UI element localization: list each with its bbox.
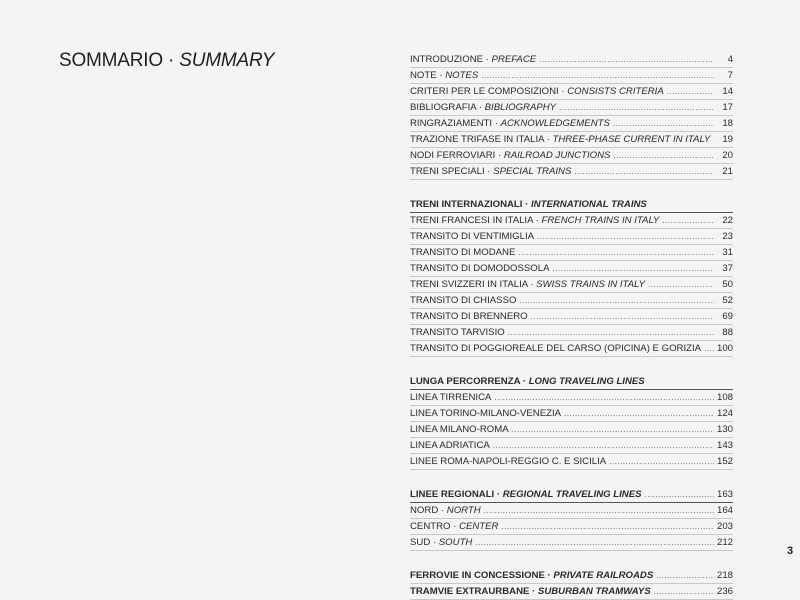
dot-leader	[704, 341, 714, 356]
page-number: 218	[716, 570, 733, 581]
toc-entry	[410, 341, 733, 357]
entry-title-it: TRENI SVIZZERI IN ITALIA ·	[410, 279, 537, 290]
entry-title-en: NORTH	[446, 505, 481, 516]
entry-title-en: PRIVATE RAILROADS	[553, 570, 654, 581]
toc-entry	[410, 229, 733, 245]
entry-title	[410, 309, 528, 324]
entry-title	[410, 229, 534, 244]
title-main: SOMMARIO ·	[59, 50, 180, 71]
dot-leader	[713, 132, 714, 147]
entry-title-it: TRAZIONE TRIFASE IN ITALIA ·	[410, 134, 553, 145]
section-title-it: LINEE REGIONALI ·	[410, 489, 503, 500]
toc-entry	[410, 277, 733, 293]
page-number: 20	[722, 150, 733, 161]
section-title-en: LONG TRAVELING LINES	[528, 376, 645, 387]
toc-entry	[410, 438, 733, 454]
dot-leader	[539, 52, 714, 67]
entry-title-it: TRAMVIE EXTRAURBANE ·	[410, 586, 538, 597]
toc-entry	[410, 325, 733, 341]
page-number: 236	[716, 586, 733, 597]
entry-title-en: NOTES	[445, 70, 479, 81]
dot-leader	[667, 84, 714, 99]
page-number: 23	[722, 231, 733, 242]
entry-title	[410, 148, 610, 163]
entry-title-en: SOUTH	[438, 537, 473, 548]
page-number: 18	[722, 118, 733, 129]
toc-entry	[410, 293, 733, 309]
toc-regional-section	[410, 503, 733, 551]
page-number: 164	[716, 505, 733, 516]
entry-title	[410, 245, 515, 260]
entry-title-it: FERROVIE IN CONCESSIONE ·	[410, 570, 554, 581]
toc-entry	[410, 390, 733, 406]
entry-title-it: CRITERI PER LE COMPOSIZIONI ·	[410, 86, 568, 97]
page-number: 108	[716, 392, 733, 403]
entry-title-it: TRENI SPECIALI ·	[410, 166, 494, 177]
toc-entry	[410, 535, 733, 551]
dot-leader	[481, 68, 714, 83]
dot-leader	[564, 406, 714, 421]
entry-title-it: TRANSITO DI VENTIMIGLIA	[410, 231, 535, 242]
entry-title-it: BIBLIOGRAFIA ·	[410, 102, 485, 113]
dot-leader	[494, 390, 714, 405]
dot-leader	[559, 100, 714, 115]
dot-leader	[648, 277, 714, 292]
page-number: 37	[722, 263, 733, 274]
entry-title-it: LINEA TORINO-MILANO-VENEZIA	[410, 408, 562, 419]
dot-leader	[484, 503, 714, 518]
toc-entry	[410, 422, 733, 438]
toc-entry	[410, 68, 733, 84]
title-italic: SUMMARY	[179, 50, 275, 71]
entry-title	[410, 438, 490, 453]
toc-entry	[410, 261, 733, 277]
dot-leader	[512, 422, 714, 437]
entry-title	[410, 519, 499, 534]
toc-entry	[410, 84, 733, 100]
entry-title-it: NOTE ·	[410, 70, 446, 81]
dot-leader	[613, 116, 714, 131]
entry-title	[410, 535, 472, 550]
dot-leader	[574, 164, 714, 179]
entry-title-en: SPECIAL TRAINS	[493, 166, 572, 177]
toc-entry	[410, 584, 733, 600]
page-number: 50	[722, 279, 733, 290]
dot-leader	[656, 568, 714, 583]
entry-title-it: RINGRAZIAMENTI ·	[410, 118, 501, 129]
entry-title	[410, 84, 664, 99]
page-number: 21	[722, 166, 733, 177]
table-of-contents	[410, 52, 733, 600]
entry-title-it: INTRODUZIONE ·	[410, 54, 492, 65]
dot-leader	[502, 519, 714, 534]
entry-title	[410, 503, 481, 518]
dot-leader	[537, 229, 714, 244]
entry-title-it: TRANSITO TARVISIO	[410, 327, 505, 338]
entry-title	[410, 390, 491, 405]
toc-entry	[410, 245, 733, 261]
page-number: 52	[722, 295, 733, 306]
dot-leader	[613, 148, 714, 163]
dot-leader	[475, 535, 714, 550]
toc-entry	[410, 519, 733, 535]
dot-leader	[552, 261, 714, 276]
page-number: 143	[716, 440, 733, 451]
entry-title-it: LINEA TIRRENICA	[410, 392, 492, 403]
entry-title	[410, 406, 561, 421]
section-title-en: REGIONAL TRAVELING LINES	[502, 489, 642, 500]
entry-title	[410, 293, 516, 308]
entry-title	[410, 213, 659, 228]
entry-title-it: LINEE ROMA-NAPOLI-REGGIO C. E SICILIA	[410, 456, 607, 467]
dot-leader	[662, 213, 714, 228]
entry-title-it: SUD ·	[410, 537, 439, 548]
toc-entry	[410, 100, 733, 116]
entry-title	[410, 584, 651, 599]
toc-international-section	[410, 213, 733, 357]
toc-entry	[410, 568, 733, 584]
entry-title-en: FRENCH TRAINS IN ITALY	[541, 215, 660, 226]
page-number: 163	[716, 489, 733, 500]
toc-entry	[410, 52, 733, 68]
entry-title-it: TRANSITO DI CHIASSO	[410, 295, 517, 306]
entry-title	[410, 68, 478, 83]
entry-title-it: NODI FERROVIARI ·	[410, 150, 504, 161]
page-number: 14	[722, 86, 733, 97]
toc-entry	[410, 148, 733, 164]
entry-title	[410, 568, 653, 583]
entry-title-en: BIBLIOGRAPHY	[484, 102, 557, 113]
dot-leader	[654, 584, 714, 599]
dot-leader	[519, 293, 714, 308]
entry-title-it: TRANSITO DI DOMODOSSOLA	[410, 263, 550, 274]
entry-title	[410, 132, 710, 147]
entry-title-it: TRENI FRANCESI IN ITALIA ·	[410, 215, 542, 226]
entry-title	[410, 100, 556, 115]
section-heading-international	[410, 197, 733, 213]
entry-title	[410, 164, 571, 179]
entry-title-it: LINEA ADRIATICA	[410, 440, 490, 451]
section-title-it: LUNGA PERCORRENZA ·	[410, 376, 529, 387]
page-number: 69	[722, 311, 733, 322]
toc-entry	[410, 503, 733, 519]
page-number: 17	[722, 102, 733, 113]
entry-title-it: NORD ·	[410, 505, 447, 516]
entry-title-it: CENTRO ·	[410, 521, 460, 532]
entry-title	[410, 325, 505, 340]
toc-entry	[410, 164, 733, 180]
dot-leader	[609, 454, 714, 469]
page-number: 100	[716, 343, 733, 354]
page-number: 22	[722, 215, 733, 226]
entry-title-it: TRANSITO DI BRENNERO	[410, 311, 528, 322]
toc-entry	[410, 406, 733, 422]
toc-entry	[410, 213, 733, 229]
entry-title	[410, 454, 606, 469]
dot-leader	[493, 438, 714, 453]
toc-entry	[410, 309, 733, 325]
page-number: 212	[716, 537, 733, 548]
entry-title-en: SUBURBAN TRAMWAYS	[537, 586, 651, 597]
toc-entry	[410, 454, 733, 470]
entry-title-en: THREE-PHASE CURRENT IN ITALY	[552, 134, 711, 145]
toc-final-section	[410, 568, 733, 600]
entry-title	[410, 341, 701, 356]
section-title-en: INTERNATIONAL TRAINS	[530, 199, 647, 210]
dot-leader	[518, 245, 714, 260]
entry-title-en: CONSISTS CRITERIA	[567, 86, 664, 97]
page-number: 4	[727, 54, 733, 65]
page-number: 130	[716, 424, 733, 435]
toc-entry	[410, 116, 733, 132]
page-number: 88	[722, 327, 733, 338]
toc-entry	[410, 132, 733, 148]
section-heading-long-distance	[410, 374, 733, 390]
entry-title	[410, 52, 536, 67]
page-number: 124	[716, 408, 733, 419]
page-number: 203	[716, 521, 733, 532]
entry-title-it: TRANSITO DI POGGIOREALE DEL CARSO (OPICINA) E GORIZIA	[410, 343, 702, 354]
entry-title-en: RAILROAD JUNCTIONS	[503, 150, 611, 161]
entry-title	[410, 422, 509, 437]
entry-title-en: SWISS TRAINS IN ITALY	[536, 279, 645, 290]
page-number: 19	[722, 134, 733, 145]
page-number: 31	[722, 247, 733, 258]
section-title-it: TRENI INTERNAZIONALI ·	[410, 199, 531, 210]
page-number: 152	[716, 456, 733, 467]
entry-title	[410, 277, 645, 292]
dot-leader	[508, 325, 714, 340]
entry-title-en: ACKNOWLEDGEMENTS	[500, 118, 610, 129]
entry-title-en: CENTER	[459, 521, 499, 532]
page-title	[59, 50, 274, 72]
entry-title-en: PREFACE	[491, 54, 537, 65]
dot-leader	[531, 309, 714, 324]
toc-intro-section	[410, 52, 733, 180]
toc-long-distance-section	[410, 390, 733, 470]
page-number: 7	[727, 70, 733, 81]
entry-title-it: TRANSITO DI MODANE	[410, 247, 516, 258]
folio-page-number: 3	[787, 545, 794, 557]
entry-title	[410, 261, 549, 276]
section-heading-regional	[410, 487, 733, 503]
entry-title	[410, 116, 610, 131]
entry-title-it: LINEA MILANO-ROMA	[410, 424, 509, 435]
